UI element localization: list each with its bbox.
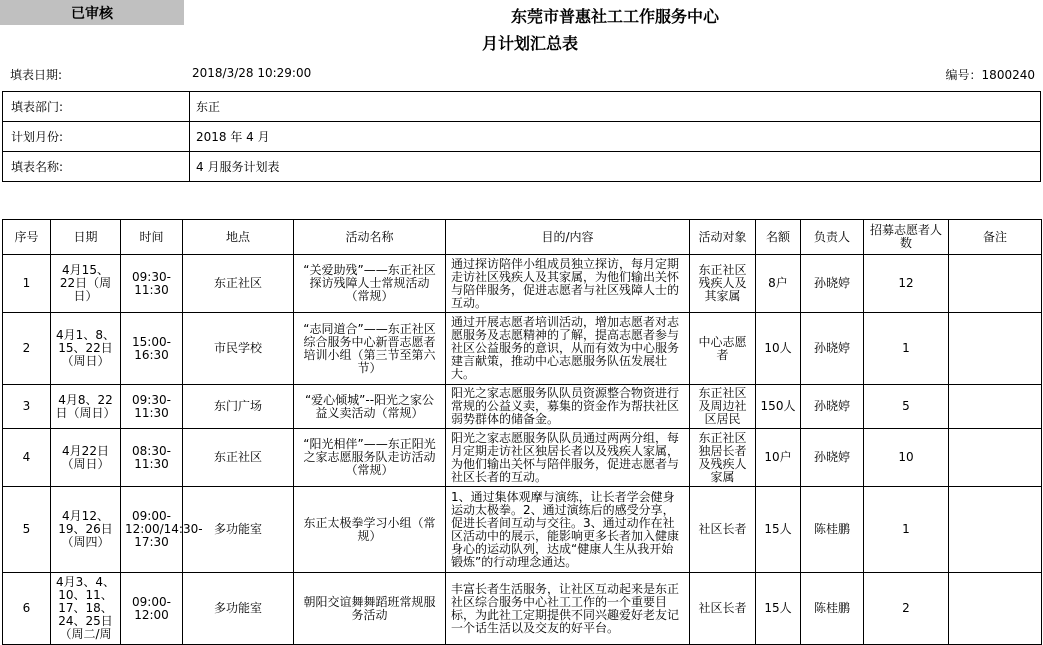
- cell-target: 东正社区残疾人及其家属: [690, 255, 756, 313]
- cell-quota: 150人: [756, 385, 801, 429]
- table-row: [3, 255, 1042, 313]
- cell-date: 4月12、19、26日（周四）: [51, 487, 121, 573]
- table-header-row: [3, 220, 1042, 255]
- column-header: 活动名称: [294, 220, 446, 255]
- info-label: 填表名称:: [3, 152, 190, 182]
- cell-note: [949, 487, 1042, 573]
- cell-time: 15:00-16:30: [121, 313, 183, 385]
- info-value: 东正: [190, 92, 1041, 122]
- cell-date: 4月22日（周日）: [51, 429, 121, 487]
- cell-activity-name: “志同道合”——东正社区综合服务中心新晋志愿者培训小组（第三节至第六节）: [294, 313, 446, 385]
- info-row-department: [3, 92, 1041, 122]
- cell-place: 多功能室: [183, 573, 294, 645]
- cell-owner: 孙晓婷: [801, 255, 864, 313]
- cell-volunteers: 10: [864, 429, 949, 487]
- document-title: 月计划汇总表: [481, 34, 578, 53]
- plan-table: [2, 219, 1042, 645]
- cell-date: 4月8、22日（周日）: [51, 385, 121, 429]
- cell-date: 4月1、8、15、22日（周日）: [51, 313, 121, 385]
- info-value: 2018 年 4 月: [190, 122, 1041, 152]
- cell-time: 09:30-11:30: [121, 255, 183, 313]
- cell-activity-name: 东正太极拳学习小组（常规）: [294, 487, 446, 573]
- cell-content: 1、通过集体观摩与演练，让长者学会健身运动太极拳。2、通过演练后的感受分享，促进长者间互动与交往。3、通过动作在社区活动中的展示，能影响更多长者加入健康身心的运动队列，达成“健康人生从我开始锻炼”的行动理念通达。: [446, 487, 690, 573]
- cell-volunteers: 12: [864, 255, 949, 313]
- column-header: 地点: [183, 220, 294, 255]
- cell-quota: 8户: [756, 255, 801, 313]
- fill-date-value: 2018/3/28 10:29:00: [192, 66, 312, 80]
- cell-content: 阳光之家志愿服务队队员资源整合物资进行常规的公益义卖，募集的资金作为帮扶社区弱势群体的储备金。: [446, 385, 690, 429]
- cell-time: 09:30-11:30: [121, 385, 183, 429]
- cell-target: 社区长者: [690, 573, 756, 645]
- form-code-value: 1800240: [981, 68, 1035, 82]
- cell-note: [949, 385, 1042, 429]
- table-row: [3, 313, 1042, 385]
- cell-owner: 陈桂鹏: [801, 487, 864, 573]
- cell-time: 09:00-12:00: [121, 573, 183, 645]
- cell-note: [949, 429, 1042, 487]
- column-header: 名额: [756, 220, 801, 255]
- cell-place: 东正社区: [183, 255, 294, 313]
- cell-target: 中心志愿者: [690, 313, 756, 385]
- cell-quota: 10户: [756, 429, 801, 487]
- cell-owner: 孙晓婷: [801, 313, 864, 385]
- cell-date: 4月3、4、10、11、17、18、24、25日（周二/周: [51, 573, 121, 645]
- cell-owner: 孙晓婷: [801, 385, 864, 429]
- column-header: 招募志愿者人数: [864, 220, 949, 255]
- cell-owner: 孙晓婷: [801, 429, 864, 487]
- cell-owner: 陈桂鹏: [801, 573, 864, 645]
- form-code-label: 编号：: [945, 68, 982, 82]
- status-badge: 已审核: [0, 0, 184, 25]
- cell-quota: 10人: [756, 313, 801, 385]
- cell-place: 东正社区: [183, 429, 294, 487]
- cell-volunteers: 5: [864, 385, 949, 429]
- cell-quota: 15人: [756, 487, 801, 573]
- cell-target: 东正社区独居长者及残疾人家属: [690, 429, 756, 487]
- cell-no: 2: [3, 313, 51, 385]
- column-header: 负责人: [801, 220, 864, 255]
- cell-activity-name: “阳光相伴”——东正阳光之家志愿服务队走访活动（常规）: [294, 429, 446, 487]
- cell-quota: 15人: [756, 573, 801, 645]
- column-header: 序号: [3, 220, 51, 255]
- organization-title: 东莞市普惠社工工作服务中心: [510, 7, 719, 26]
- cell-place: 市民学校: [183, 313, 294, 385]
- table-row: [3, 573, 1042, 645]
- cell-no: 4: [3, 429, 51, 487]
- cell-time: 08:30-11:30: [121, 429, 183, 487]
- cell-target: 东正社区及周边社区居民: [690, 385, 756, 429]
- cell-volunteers: 1: [864, 313, 949, 385]
- cell-activity-name: 朝阳交谊舞舞蹈班常规服务活动: [294, 573, 446, 645]
- cell-no: 3: [3, 385, 51, 429]
- cell-content: 阳光之家志愿服务队队员通过两两分组，每月定期走访社区独居长者以及残疾人家属，为他们输出关怀与陪伴服务，促进志愿者与社区长者的互动。: [446, 429, 690, 487]
- cell-target: 社区长者: [690, 487, 756, 573]
- column-header: 日期: [51, 220, 121, 255]
- info-row-name: [3, 152, 1041, 182]
- table-row: [3, 487, 1042, 573]
- cell-volunteers: 1: [864, 487, 949, 573]
- cell-no: 6: [3, 573, 51, 645]
- cell-activity-name: “关爱助残”——东正社区探访残障人士常规活动（常规）: [294, 255, 446, 313]
- info-value: 4 月服务计划表: [190, 152, 1041, 182]
- info-label: 填表部门:: [3, 92, 190, 122]
- cell-content: 通过开展志愿者培训活动，增加志愿者对志愿服务及志愿精神的了解，提高志愿者参与社区公益服务的意识，从而有效为中心服务建言献策，推动中心志愿服务队伍发展壮大。: [446, 313, 690, 385]
- cell-note: [949, 573, 1042, 645]
- cell-content: 丰富长者生活服务，让社区互动起来是东正社区综合服务中心社工工作的一个重要目标，为此社工定期提供不同兴趣爱好老友记一个话生活以及交友的好平台。: [446, 573, 690, 645]
- info-table: [2, 91, 1041, 182]
- cell-no: 5: [3, 487, 51, 573]
- cell-place: 多功能室: [183, 487, 294, 573]
- table-row: [3, 429, 1042, 487]
- column-header: 备注: [949, 220, 1042, 255]
- cell-activity-name: “爱心倾城”--阳光之家公益义卖活动（常规）: [294, 385, 446, 429]
- column-header: 目的/内容: [446, 220, 690, 255]
- fill-date-label: 填表日期:: [10, 68, 63, 82]
- cell-note: [949, 313, 1042, 385]
- cell-no: 1: [3, 255, 51, 313]
- cell-time: 09:00-12:00/14:30-17:30: [121, 487, 183, 573]
- column-header: 活动对象: [690, 220, 756, 255]
- cell-volunteers: 2: [864, 573, 949, 645]
- meta-row: [0, 64, 1043, 82]
- info-label: 计划月份:: [3, 122, 190, 152]
- form-code: [946, 66, 1035, 83]
- table-row: [3, 385, 1042, 429]
- cell-content: 通过探访陪伴小组成员独立探访，每月定期走访社区残疾人及其家属，为他们输出关怀与陪伴服务，促进志愿者与社区残障人士的互动。: [446, 255, 690, 313]
- cell-place: 东门广场: [183, 385, 294, 429]
- cell-note: [949, 255, 1042, 313]
- cell-date: 4月15、22日（周日）: [51, 255, 121, 313]
- column-header: 时间: [121, 220, 183, 255]
- info-row-month: [3, 122, 1041, 152]
